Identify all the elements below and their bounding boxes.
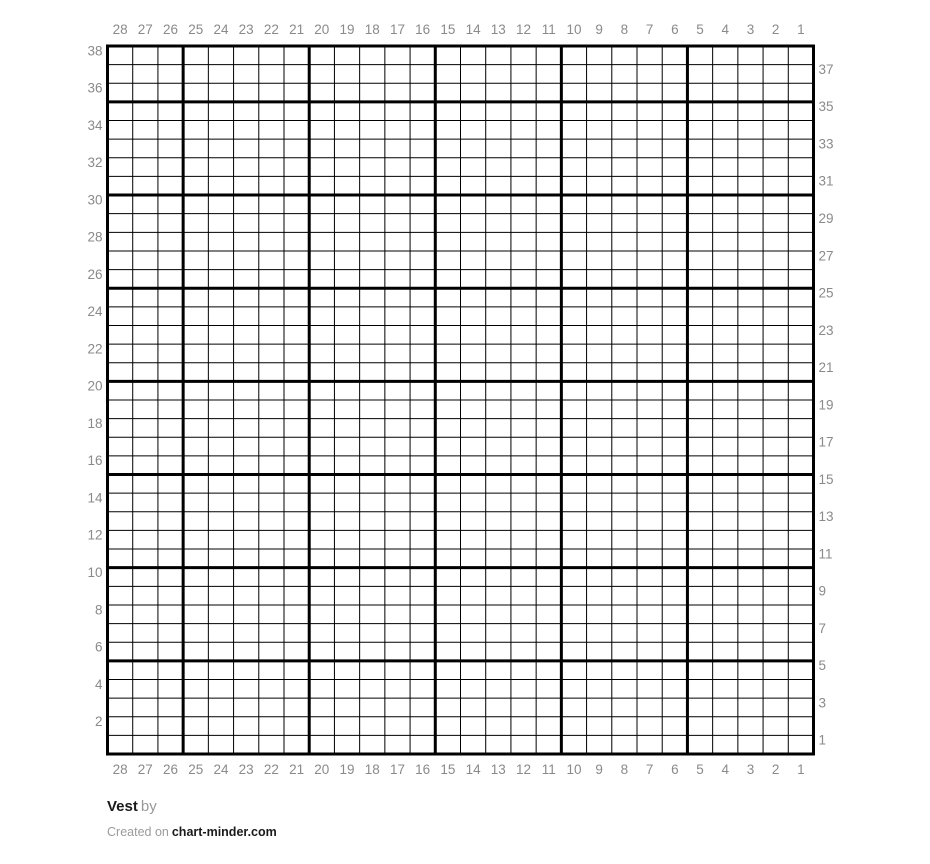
row-label-left: 8 <box>94 602 103 618</box>
column-labels-top <box>113 22 805 37</box>
credit-line <box>107 824 277 840</box>
row-label-left: 32 <box>87 155 103 171</box>
row-label-left: 22 <box>87 341 103 357</box>
column-label-bottom: 7 <box>645 762 654 777</box>
column-label-top: 18 <box>364 22 380 37</box>
column-label-bottom: 8 <box>620 762 629 777</box>
column-label-bottom: 14 <box>465 762 481 777</box>
column-label-bottom: 3 <box>746 762 755 777</box>
row-label-left: 28 <box>87 229 103 245</box>
column-label-bottom: 21 <box>289 762 305 777</box>
column-label-bottom: 11 <box>541 762 556 777</box>
column-label-bottom: 9 <box>595 762 603 777</box>
row-label-right: 27 <box>818 248 834 264</box>
column-label-bottom: 26 <box>163 762 179 777</box>
column-label-bottom: 1 <box>797 762 805 777</box>
column-label-bottom: 19 <box>339 762 355 777</box>
row-label-right: 7 <box>818 620 827 636</box>
column-label-top: 25 <box>188 22 204 37</box>
column-label-top: 10 <box>566 22 582 37</box>
row-label-right: 25 <box>818 285 834 301</box>
column-label-top: 5 <box>696 22 704 37</box>
row-label-right: 15 <box>818 471 834 487</box>
row-label-right: 9 <box>818 583 827 599</box>
column-label-bottom: 17 <box>389 762 405 777</box>
column-label-bottom: 15 <box>440 762 456 777</box>
column-label-top: 23 <box>238 22 254 37</box>
column-label-top: 22 <box>263 22 279 37</box>
row-labels-left <box>87 43 103 729</box>
row-label-left: 34 <box>87 117 103 133</box>
column-label-top: 13 <box>490 22 506 37</box>
row-label-left: 30 <box>87 192 103 208</box>
chart-author-label: by <box>140 798 157 815</box>
row-label-right: 5 <box>818 658 827 674</box>
row-label-right: 23 <box>818 322 834 338</box>
column-label-bottom: 18 <box>364 762 380 777</box>
column-label-top: 1 <box>797 22 805 37</box>
row-label-left: 2 <box>94 714 103 730</box>
row-label-right: 1 <box>818 732 827 748</box>
column-label-top: 16 <box>415 22 431 37</box>
row-label-left: 4 <box>94 676 103 692</box>
row-labels-right <box>819 62 834 748</box>
column-label-top: 17 <box>389 22 405 37</box>
column-label-top: 19 <box>339 22 355 37</box>
column-label-bottom: 20 <box>314 762 330 777</box>
column-label-bottom: 16 <box>415 762 431 777</box>
column-label-top: 15 <box>440 22 456 37</box>
row-label-right: 13 <box>818 509 834 525</box>
row-label-right: 31 <box>818 173 834 189</box>
row-label-left: 26 <box>87 266 103 282</box>
column-labels-bottom <box>113 762 805 777</box>
row-label-left: 24 <box>87 304 103 320</box>
column-label-top: 26 <box>163 22 179 37</box>
row-label-right: 35 <box>818 99 834 115</box>
row-label-right: 11 <box>818 546 833 562</box>
column-label-top: 8 <box>620 22 629 37</box>
column-label-top: 3 <box>746 22 755 37</box>
row-label-right: 33 <box>818 136 834 152</box>
row-label-left: 36 <box>87 80 103 96</box>
row-label-left: 12 <box>87 527 103 543</box>
column-label-top: 12 <box>516 22 532 37</box>
column-label-bottom: 6 <box>671 762 679 777</box>
row-label-right: 37 <box>818 61 834 77</box>
column-label-top: 27 <box>137 22 153 37</box>
credit-prefix: Created on <box>107 825 169 839</box>
column-label-top: 24 <box>213 22 229 37</box>
row-label-right: 17 <box>818 434 834 450</box>
chart-title: Vest <box>107 798 138 815</box>
chart-footer <box>107 797 277 840</box>
column-label-top: 20 <box>314 22 330 37</box>
column-label-top: 28 <box>112 22 128 37</box>
row-label-right: 3 <box>818 695 827 711</box>
column-label-bottom: 23 <box>238 762 254 777</box>
row-label-right: 19 <box>818 397 834 413</box>
row-label-left: 14 <box>87 490 103 506</box>
column-label-bottom: 28 <box>112 762 128 777</box>
row-label-left: 16 <box>87 453 103 469</box>
column-label-bottom: 13 <box>490 762 506 777</box>
column-label-top: 2 <box>771 22 780 37</box>
column-label-bottom: 2 <box>771 762 780 777</box>
row-label-right: 29 <box>818 211 834 226</box>
row-label-left: 10 <box>87 565 103 580</box>
column-label-top: 21 <box>289 22 305 37</box>
column-label-top: 11 <box>541 22 556 37</box>
column-label-bottom: 12 <box>516 762 532 777</box>
row-label-right: 21 <box>818 360 834 376</box>
credit-site: chart-minder.com <box>171 825 277 839</box>
row-label-left: 18 <box>87 415 103 431</box>
column-label-bottom: 4 <box>721 762 730 777</box>
row-label-left: 6 <box>94 639 103 655</box>
column-label-top: 4 <box>721 22 730 37</box>
column-label-bottom: 22 <box>263 762 279 777</box>
column-label-top: 14 <box>465 22 481 37</box>
column-label-top: 7 <box>645 22 654 37</box>
column-label-bottom: 10 <box>566 762 582 777</box>
column-label-bottom: 25 <box>188 762 204 777</box>
row-label-left: 38 <box>87 43 103 59</box>
row-label-left: 20 <box>87 378 103 394</box>
column-label-top: 9 <box>595 22 603 37</box>
column-label-bottom: 24 <box>213 762 229 777</box>
chart-title-line <box>107 797 277 816</box>
column-label-bottom: 5 <box>696 762 704 777</box>
column-label-top: 6 <box>671 22 679 37</box>
column-label-bottom: 27 <box>137 762 153 777</box>
grid-lines <box>108 46 814 754</box>
